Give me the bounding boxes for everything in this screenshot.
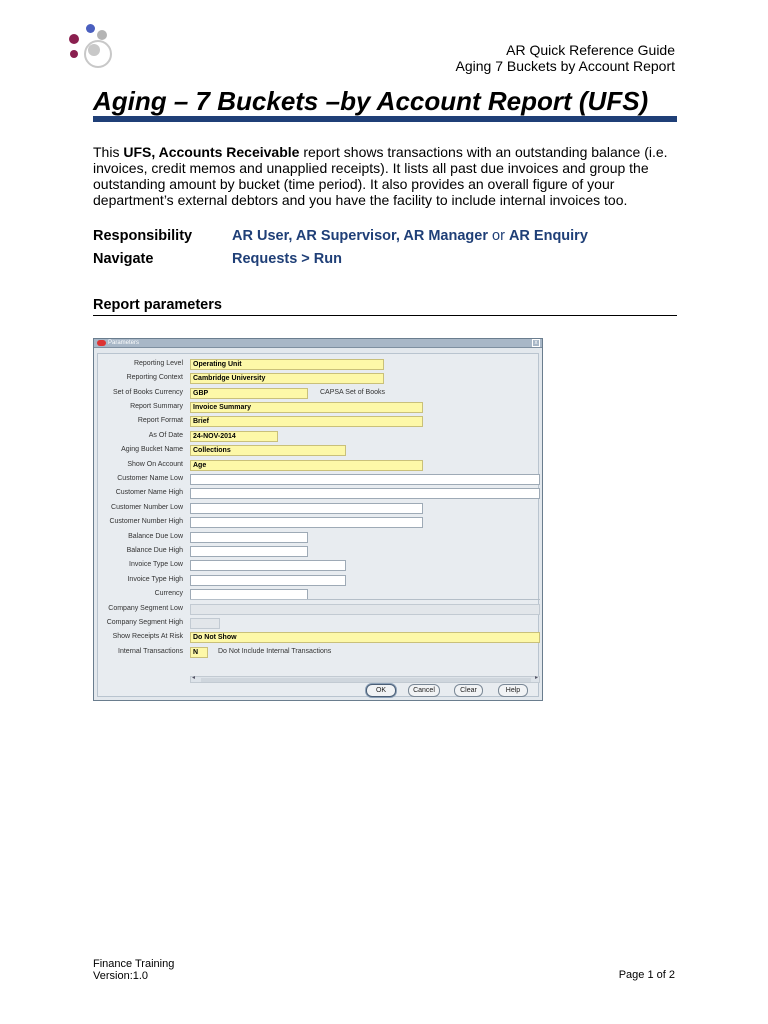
scroll-thumb[interactable] (201, 678, 531, 682)
param-label: Currency (154, 590, 183, 597)
scroll-right-icon[interactable]: ▸ (534, 675, 538, 681)
cancel-button[interactable]: Cancel (408, 684, 440, 697)
param-row (98, 647, 540, 659)
logo-dot-left (69, 34, 79, 44)
param-row (98, 532, 540, 544)
title-rule (93, 116, 677, 122)
param-row (98, 503, 540, 515)
param-row (98, 402, 540, 414)
param-label: Show On Account (127, 461, 183, 468)
header-report-name: Aging 7 Buckets by Account Report (455, 58, 675, 74)
segment-divider (190, 599, 540, 600)
footer-left (93, 958, 174, 982)
param-label: Balance Due Low (128, 533, 183, 540)
param-field[interactable]: 24-NOV-2014 (190, 431, 278, 442)
param-label: Invoice Type High (127, 576, 183, 583)
section-rule (93, 315, 677, 316)
page-title: Aging – 7 Buckets –by Account Report (UFS) (93, 86, 649, 116)
param-field[interactable] (190, 560, 346, 571)
param-label: Company Segment Low (108, 605, 183, 612)
param-row (98, 416, 540, 428)
param-field[interactable]: Cambridge University (190, 373, 384, 384)
param-field[interactable] (190, 517, 423, 528)
page-header (456, 42, 675, 74)
footer-department: Finance Training (93, 958, 175, 970)
section-title: Report parameters (93, 297, 222, 313)
param-row (98, 546, 540, 558)
param-label: Reporting Context (126, 374, 183, 381)
ok-button[interactable]: OK (366, 684, 396, 697)
footer-version: Version:1.0 (93, 970, 149, 982)
param-label: Customer Name High (115, 489, 183, 496)
logo (66, 22, 116, 72)
close-icon[interactable]: x (532, 339, 540, 347)
param-label: Company Segment High (106, 619, 183, 626)
param-label: Set of Books Currency (112, 389, 183, 396)
intro-paragraph (93, 144, 693, 208)
param-row (98, 632, 540, 644)
param-label: Customer Number High (109, 518, 183, 525)
header-guide-name: AR Quick Reference Guide (506, 42, 675, 58)
param-row (98, 488, 540, 500)
clear-button[interactable]: Clear (454, 684, 483, 697)
horizontal-scrollbar[interactable] (190, 676, 540, 683)
responsibility-value (232, 228, 588, 244)
param-label: Internal Transactions (118, 648, 183, 655)
param-field[interactable]: Invoice Summary (190, 402, 423, 413)
param-label: Report Summary (130, 403, 183, 410)
param-row (98, 431, 540, 443)
param-row (98, 604, 540, 616)
page-number: Page 1 of 2 (618, 969, 675, 981)
logo-dot-center (88, 44, 100, 56)
param-field[interactable] (190, 488, 540, 499)
param-field[interactable] (190, 604, 540, 615)
param-row (98, 560, 540, 572)
param-description: Do Not Include Internal Transactions (218, 648, 332, 655)
responsibility-or: or (487, 228, 509, 244)
intro-bold: UFS, Accounts Receivable (123, 144, 300, 160)
param-label: Report Format (137, 417, 183, 424)
responsibility-roles: AR User, AR Supervisor, AR Manager (232, 228, 488, 244)
window-title-bar (94, 339, 542, 348)
intro-text-start: This (93, 144, 124, 160)
window-title: Parameters (108, 340, 140, 346)
param-row (98, 388, 540, 400)
param-row (98, 460, 540, 472)
param-row (98, 517, 540, 529)
parameters-panel (97, 353, 539, 697)
param-field[interactable] (190, 503, 423, 514)
param-label: As Of Date (148, 432, 183, 439)
param-label: Invoice Type Low (129, 561, 183, 568)
param-label: Customer Name Low (117, 475, 183, 482)
navigate-label: Navigate (93, 251, 154, 267)
param-field[interactable] (190, 474, 540, 485)
param-label: Balance Due High (126, 547, 183, 554)
responsibility-enquiry: AR Enquiry (508, 228, 588, 244)
responsibility-label: Responsibility (93, 228, 193, 244)
param-row (98, 373, 540, 385)
help-button[interactable]: Help (498, 684, 528, 697)
parameters-window (93, 338, 543, 701)
param-row (98, 359, 540, 371)
param-field[interactable]: Brief (190, 416, 423, 427)
logo-dot-top (86, 24, 95, 33)
oracle-icon (97, 340, 106, 346)
param-row (98, 618, 540, 630)
param-field[interactable]: GBP (190, 388, 308, 399)
param-description: CAPSA Set of Books (320, 389, 385, 396)
param-label: Show Receipts At Risk (112, 633, 183, 640)
param-label: Aging Bucket Name (121, 446, 183, 453)
param-row (98, 474, 540, 486)
navigate-value: Requests > Run (232, 251, 342, 267)
param-field[interactable] (190, 575, 346, 586)
param-field[interactable] (190, 618, 220, 629)
param-label: Customer Number Low (111, 504, 183, 511)
param-field[interactable]: N (190, 647, 208, 658)
scroll-left-icon[interactable]: ◂ (192, 675, 196, 681)
param-field[interactable]: Collections (190, 445, 346, 456)
param-label: Reporting Level (133, 360, 183, 367)
param-field[interactable]: Operating Unit (190, 359, 384, 370)
param-row (98, 575, 540, 587)
param-field[interactable] (190, 532, 308, 543)
intro-text-rest: report shows transactions with an outstanding balance (i.e. invoices, credit memos and unapplied receipts). It lists all past due invoices and group the outstanding amount by bucket (time period). It also provides an overall figure of your department’s external debtors and you have the facility to include internal invoices too. (93, 144, 668, 208)
logo-dot-right (97, 30, 107, 40)
param-row (98, 445, 540, 457)
logo-dot-bottom (70, 50, 78, 58)
param-field[interactable] (190, 546, 308, 557)
param-field[interactable]: Do Not Show (190, 632, 540, 643)
param-field[interactable]: Age (190, 460, 423, 471)
